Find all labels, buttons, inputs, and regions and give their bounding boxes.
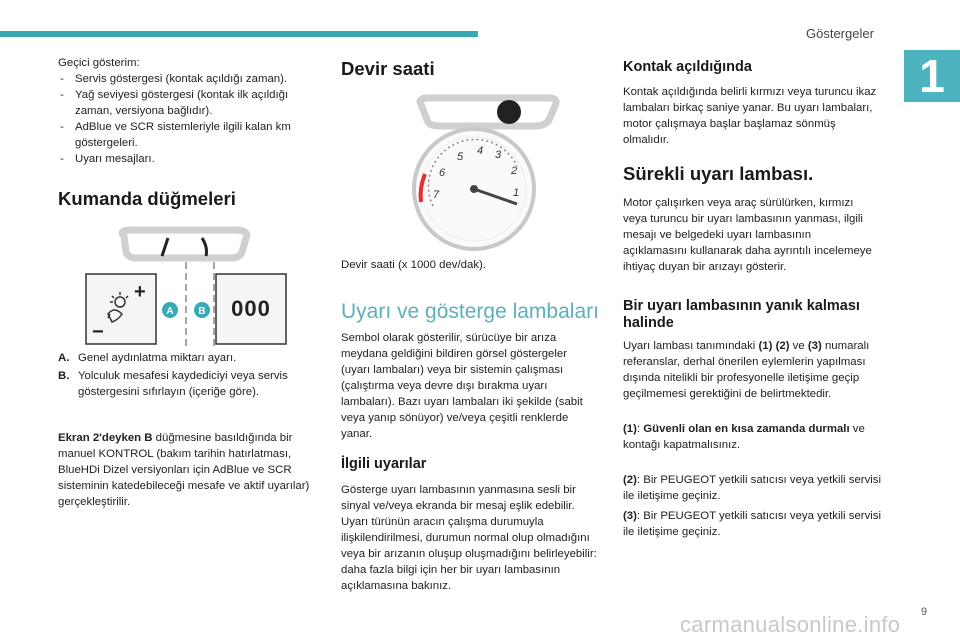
note-3: (3): Bir PEUGEOT yetkili satıcısı veya yetkili servisi ile iletişime geçiniz.: [623, 510, 882, 538]
note-1: (1): Güvenli olan en kısa zamanda durmalı ve kontağı kapatmalısınız.: [623, 423, 865, 451]
intro-title: Geçici gösterim:: [58, 57, 140, 69]
watermark: carmanualsonline.info: [680, 612, 901, 637]
svg-text:7: 7: [433, 189, 440, 201]
stalk-left: [162, 238, 168, 256]
svg-text:5: 5: [457, 151, 464, 163]
stalk-right: [202, 238, 207, 256]
list-item: - Yağ seviyesi göstergesi (kontak ilk açıldığı zaman, versiyona bağlıdır).: [58, 87, 320, 119]
ignition-text: Kontak açıldığında belirli kırmızı veya turuncu ikaz lambaları birkaç saniye yanar. Bu uyarı lambaları, motor çalışmaya başlar başlamaz sönmüş olmalıdır.: [623, 86, 877, 146]
dashboard-outline: [420, 98, 556, 126]
section-label: Göstergeler: [806, 26, 874, 41]
lamp-remains-lit-heading: Bir uyarı lambasının yanık kalması halinde: [623, 298, 860, 331]
intro-list: [58, 71, 320, 167]
related-warnings-text: Gösterge uyarı lambasının yanmasına sesli bir sinyal ve/veya ekranda bir mesaj eşlik edebilir. Uyarı türünün aracın çalışma durumuyla ilişkilendirilmesi, durumun normal olup olmadığını veya bir arızanın oluşup oluşmadığını belirleyebilir: daha fazla bilgi için her bir uyarı lambasının açıklamasına bakınız.: [341, 484, 597, 592]
svg-text:6: 6: [439, 167, 446, 179]
list-item: - Servis göstergesi (kontak açıldığı zaman).: [58, 71, 320, 87]
list-item: - Uyarı mesajları.: [58, 151, 320, 167]
page-number: 9: [921, 606, 928, 618]
odometer-display: 000: [231, 296, 271, 321]
continuous-lamp-heading: Sürekli uyarı lambası.: [623, 163, 814, 184]
tachometer-figure: [399, 94, 579, 254]
continuous-lamp-text: Motor çalışırken veya araç sürülürken, kırmızı veya turuncu bir uyarı lambasının yanması, ilgili mesajı ve belgedeki uyarı lambasının açıklamasını kullanarak daha ayrıntılı incelemeye ihtiyaç duyan bir arızayı gösterir.: [623, 197, 872, 273]
list-item: - AdBlue ve SCR sistemleriyle ilgili kalan km göstergeleri.: [58, 119, 320, 151]
svg-text:2: 2: [511, 165, 518, 177]
related-warnings-heading: İlgili uyarılar: [341, 456, 427, 472]
controls-heading: Kumanda düğmeleri: [58, 188, 236, 209]
warning-lamps-text: Sembol olarak gösterilir, sürücüye bir arıza meydana geldiğini bildiren görsel göstergeler (uyarı lambaları) veya bir sistemin çalışması (çalıştırma veya devre dışı bırakma uyarı lambaları). Bazı uyarı lambaları iki şekilde (sabit veya yanıp sönüyor) ve/veya çeşitli renklerde yanar.: [341, 332, 583, 440]
minus-icon: −: [92, 321, 104, 343]
dashboard-outline: [122, 230, 247, 258]
controls-legend: [58, 350, 320, 400]
svg-text:3: 3: [495, 149, 502, 161]
label-b: B: [198, 306, 206, 317]
chapter-number: 1: [904, 50, 960, 102]
ignition-heading: Kontak açıldığında: [623, 59, 752, 75]
lamp-remains-lit-text: Uyarı lambası tanımındaki (1) (2) ve (3) numaralı referanslar, derhal önerilen eylemlerin yapılması dışında nitelikli bir profesyonelle iletişime geçip geçilmemesi gerektiğini de belirtmektedir.: [623, 340, 870, 400]
plus-icon: +: [134, 281, 146, 303]
legend-item-a: A. Genel aydınlatma miktarı ayarı.: [58, 352, 237, 364]
tachometer-caption: Devir saati (x 1000 dev/dak).: [341, 259, 486, 271]
tachometer-heading: Devir saati: [341, 58, 435, 79]
header-accent-bar: [0, 31, 478, 37]
warning-lamps-heading: Uyarı ve gösterge lambaları: [341, 300, 599, 323]
svg-text:4: 4: [477, 145, 484, 157]
legend-item-b: B. Yolculuk mesafesi kaydediciyi veya servis göstergesini sıfırlayın (içeriğe göre).: [58, 370, 288, 398]
note-2: (2): Bir PEUGEOT yetkili satıcısı veya yetkili servisi ile iletişime geçiniz.: [623, 474, 882, 502]
controls-figure: [84, 222, 290, 350]
manual-check-text: Ekran 2'deyken B düğmesine basıldığında bir manuel KONTROL (bakım tarihin hatırlatması, BlueHDi Dizel versiyonları için AdBlue ve SCR sisteminin katedebileceği mesafe ve aktif uyarılar) gerçekleştirilir.: [58, 432, 310, 508]
svg-text:1: 1: [513, 187, 520, 199]
tachometer-highlight: [497, 100, 521, 124]
label-a: A: [166, 306, 174, 317]
